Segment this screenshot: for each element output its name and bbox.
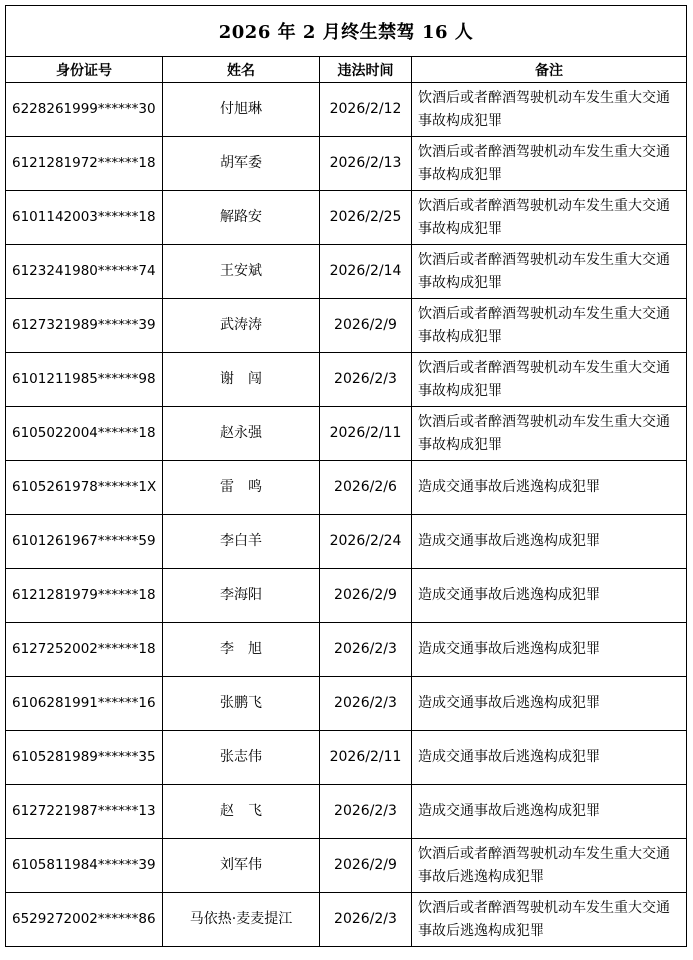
ban-list-table xyxy=(5,5,687,947)
note-cell: 造成交通事故后逃逸构成犯罪 xyxy=(412,677,687,731)
violation-date-cell: 2026/2/3 xyxy=(320,893,412,947)
header-id: 身份证号 xyxy=(6,57,163,83)
note-cell: 饮酒后或者醉酒驾驶机动车发生重大交通事故构成犯罪 xyxy=(412,137,687,191)
violation-date-cell: 2026/2/3 xyxy=(320,623,412,677)
table-row xyxy=(6,515,687,569)
id-number-cell: 6127252002******18 xyxy=(6,623,163,677)
table-row xyxy=(6,461,687,515)
note-cell: 饮酒后或者醉酒驾驶机动车发生重大交通事故构成犯罪 xyxy=(412,353,687,407)
table-row xyxy=(6,407,687,461)
name-cell: 谢 闯 xyxy=(163,353,320,407)
name-cell: 张志伟 xyxy=(163,731,320,785)
note-cell: 造成交通事故后逃逸构成犯罪 xyxy=(412,515,687,569)
violation-date-cell: 2026/2/11 xyxy=(320,407,412,461)
note-cell: 造成交通事故后逃逸构成犯罪 xyxy=(412,461,687,515)
note-cell: 饮酒后或者醉酒驾驶机动车发生重大交通事故构成犯罪 xyxy=(412,83,687,137)
note-cell: 造成交通事故后逃逸构成犯罪 xyxy=(412,785,687,839)
table-row xyxy=(6,245,687,299)
note-cell: 饮酒后或者醉酒驾驶机动车发生重大交通事故后逃逸构成犯罪 xyxy=(412,839,687,893)
table-row xyxy=(6,137,687,191)
name-cell: 李白羊 xyxy=(163,515,320,569)
violation-date-cell: 2026/2/14 xyxy=(320,245,412,299)
violation-date-cell: 2026/2/3 xyxy=(320,353,412,407)
table-row xyxy=(6,299,687,353)
id-number-cell: 6106281991******16 xyxy=(6,677,163,731)
header-date: 违法时间 xyxy=(320,57,412,83)
document-sheet xyxy=(5,5,686,947)
table-row xyxy=(6,893,687,947)
note-cell: 饮酒后或者醉酒驾驶机动车发生重大交通事故构成犯罪 xyxy=(412,407,687,461)
name-cell: 武涛涛 xyxy=(163,299,320,353)
table-row xyxy=(6,353,687,407)
id-number-cell: 6105261978******1X xyxy=(6,461,163,515)
violation-date-cell: 2026/2/25 xyxy=(320,191,412,245)
note-cell: 造成交通事故后逃逸构成犯罪 xyxy=(412,623,687,677)
name-cell: 李海阳 xyxy=(163,569,320,623)
id-number-cell: 6101211985******98 xyxy=(6,353,163,407)
id-number-cell: 6101261967******59 xyxy=(6,515,163,569)
id-number-cell: 6105022004******18 xyxy=(6,407,163,461)
table-title: 2026 年 2 月终生禁驾 16 人 xyxy=(6,6,687,57)
violation-date-cell: 2026/2/9 xyxy=(320,839,412,893)
violation-date-cell: 2026/2/12 xyxy=(320,83,412,137)
name-cell: 雷 鸣 xyxy=(163,461,320,515)
name-cell: 解路安 xyxy=(163,191,320,245)
table-row xyxy=(6,569,687,623)
id-number-cell: 6127221987******13 xyxy=(6,785,163,839)
note-cell: 饮酒后或者醉酒驾驶机动车发生重大交通事故构成犯罪 xyxy=(412,245,687,299)
note-cell: 饮酒后或者醉酒驾驶机动车发生重大交通事故后逃逸构成犯罪 xyxy=(412,893,687,947)
table-row xyxy=(6,677,687,731)
violation-date-cell: 2026/2/9 xyxy=(320,569,412,623)
id-number-cell: 6121281979******18 xyxy=(6,569,163,623)
table-row xyxy=(6,191,687,245)
title-row xyxy=(6,6,687,57)
name-cell: 王安斌 xyxy=(163,245,320,299)
table-row xyxy=(6,731,687,785)
id-number-cell: 6105281989******35 xyxy=(6,731,163,785)
name-cell: 付旭琳 xyxy=(163,83,320,137)
name-cell: 李 旭 xyxy=(163,623,320,677)
note-cell: 造成交通事故后逃逸构成犯罪 xyxy=(412,731,687,785)
table-row xyxy=(6,83,687,137)
name-cell: 马依热·麦麦提江 xyxy=(163,893,320,947)
violation-date-cell: 2026/2/3 xyxy=(320,785,412,839)
id-number-cell: 6101142003******18 xyxy=(6,191,163,245)
table-row xyxy=(6,623,687,677)
note-cell: 饮酒后或者醉酒驾驶机动车发生重大交通事故构成犯罪 xyxy=(412,299,687,353)
id-number-cell: 6529272002******86 xyxy=(6,893,163,947)
violation-date-cell: 2026/2/11 xyxy=(320,731,412,785)
header-note: 备注 xyxy=(412,57,687,83)
name-cell: 刘军伟 xyxy=(163,839,320,893)
name-cell: 胡军委 xyxy=(163,137,320,191)
violation-date-cell: 2026/2/9 xyxy=(320,299,412,353)
header-name: 姓名 xyxy=(163,57,320,83)
table-row xyxy=(6,785,687,839)
id-number-cell: 6127321989******39 xyxy=(6,299,163,353)
violation-date-cell: 2026/2/3 xyxy=(320,677,412,731)
id-number-cell: 6228261999******30 xyxy=(6,83,163,137)
id-number-cell: 6121281972******18 xyxy=(6,137,163,191)
violation-date-cell: 2026/2/13 xyxy=(320,137,412,191)
id-number-cell: 6123241980******74 xyxy=(6,245,163,299)
note-cell: 饮酒后或者醉酒驾驶机动车发生重大交通事故构成犯罪 xyxy=(412,191,687,245)
violation-date-cell: 2026/2/24 xyxy=(320,515,412,569)
violation-date-cell: 2026/2/6 xyxy=(320,461,412,515)
name-cell: 赵永强 xyxy=(163,407,320,461)
name-cell: 赵 飞 xyxy=(163,785,320,839)
id-number-cell: 6105811984******39 xyxy=(6,839,163,893)
table-row xyxy=(6,839,687,893)
note-cell: 造成交通事故后逃逸构成犯罪 xyxy=(412,569,687,623)
header-row xyxy=(6,57,687,83)
name-cell: 张鹏飞 xyxy=(163,677,320,731)
